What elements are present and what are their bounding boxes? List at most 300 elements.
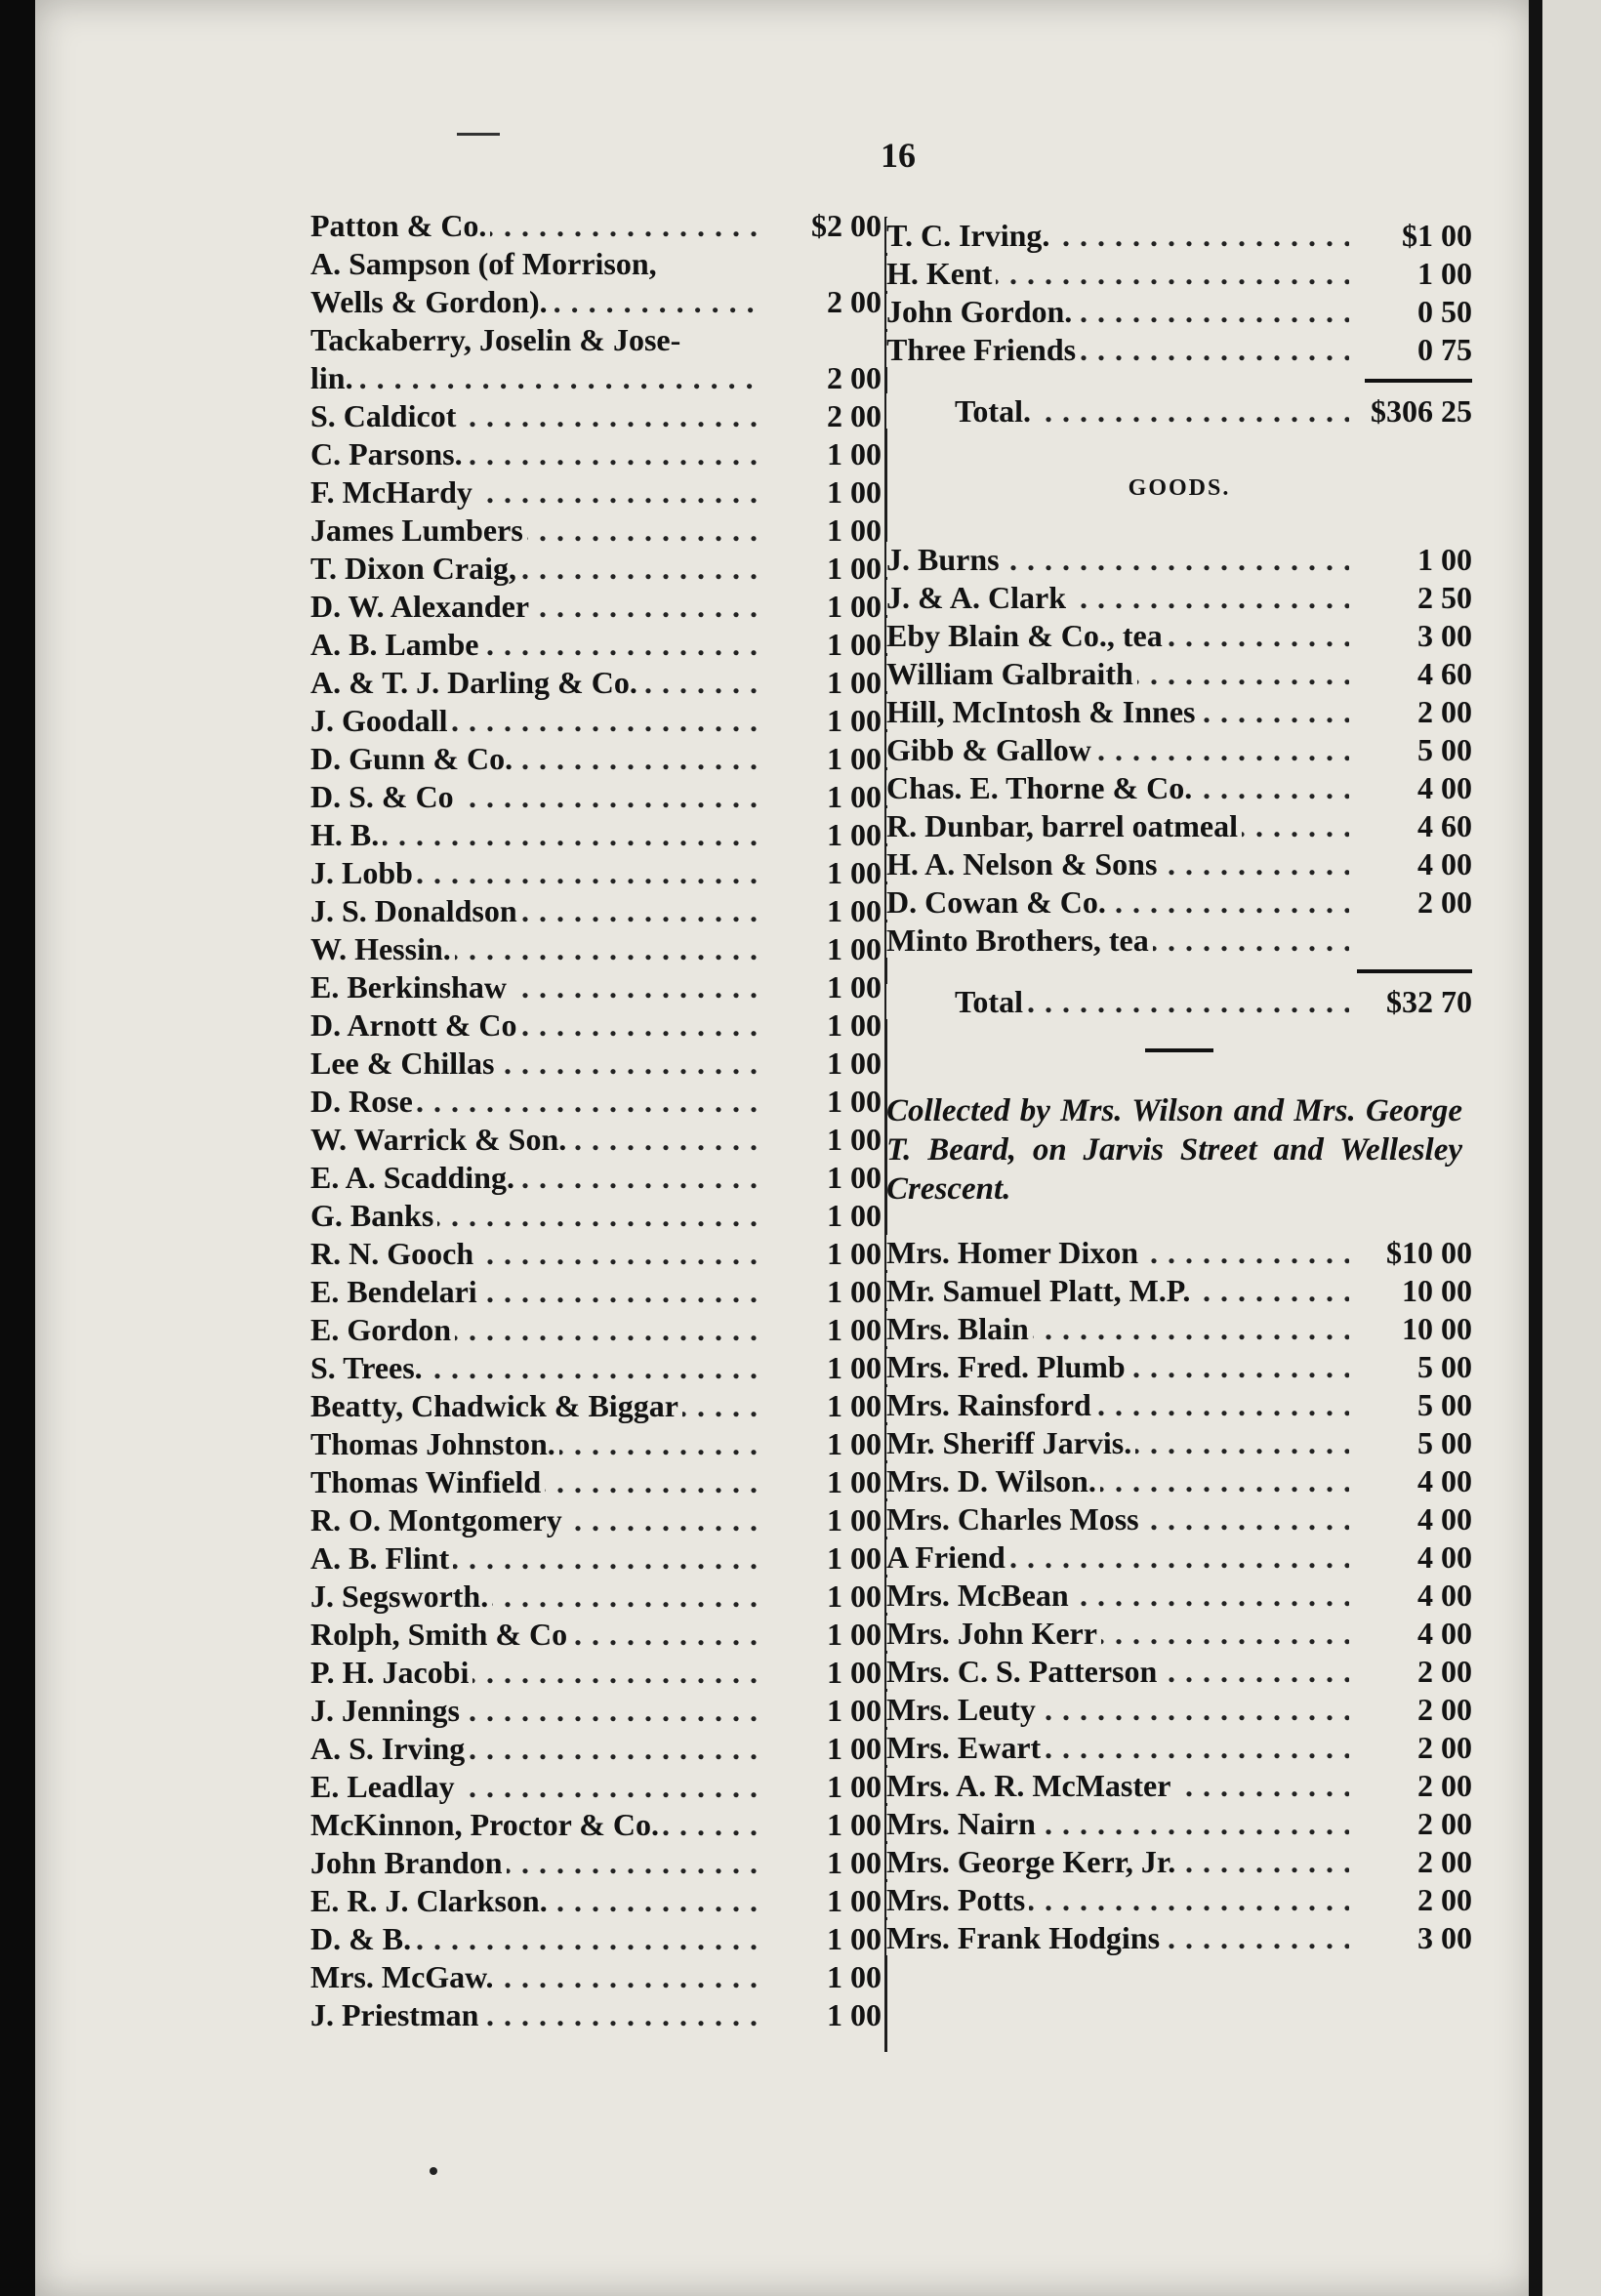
list-item	[886, 217, 1472, 255]
list-item	[310, 207, 882, 245]
entry-name-text: Mrs. McBean	[886, 1578, 1073, 1613]
entry-name-text: E. Leadlay	[310, 1769, 459, 1804]
entry-name	[310, 1806, 759, 1844]
goods-heading: GOODS.	[1128, 475, 1231, 501]
entry-name-text: Gibb & Gallow	[886, 732, 1095, 767]
entry-name-text: A. B. Flint	[310, 1540, 453, 1576]
list-item	[886, 1615, 1472, 1653]
entry-amount: 1 00	[827, 589, 882, 624]
entry-name	[310, 1920, 759, 1958]
entry-amount: 4 60	[1417, 656, 1472, 691]
entry-name-text: Mrs. McGaw.	[310, 1959, 498, 1994]
entry-amount: 5 00	[1417, 1349, 1472, 1384]
list-item	[310, 740, 882, 778]
entry-amount: 1 00	[827, 1046, 882, 1081]
entry-name-text: J. Goodall	[310, 703, 451, 738]
entry-name-text: A. B. Lambe	[310, 627, 482, 662]
entry-name	[310, 1730, 759, 1768]
list-item	[310, 1539, 882, 1578]
subscriber-list	[886, 217, 1472, 369]
entry-name	[886, 693, 1349, 731]
entry-name	[310, 930, 759, 968]
entry-name	[310, 1616, 759, 1654]
entry-name-text: Hill, McIntosh & Innes	[886, 694, 1199, 729]
book-spine	[1529, 0, 1542, 2296]
list-item	[310, 854, 882, 892]
entry-name-text: J. Segsworth.	[310, 1578, 492, 1614]
entry-name	[310, 1045, 759, 1083]
entry-amount: 1 00	[827, 1769, 882, 1804]
entry-amount: 1 00	[827, 1731, 882, 1766]
entry-name	[886, 1234, 1349, 1272]
total-rule	[1365, 379, 1472, 383]
entry-name	[886, 769, 1349, 807]
list-item	[886, 922, 1472, 960]
entry-name	[310, 1882, 759, 1920]
entry-name-text: William Galbraith	[886, 656, 1137, 691]
list-item	[886, 1577, 1472, 1615]
entry-name-text: Thomas Johnston.	[310, 1426, 559, 1461]
entry-amount: 1 00	[827, 474, 882, 510]
entry-amount: 1 00	[827, 1997, 882, 2032]
entry-amount: 1 00	[827, 817, 882, 852]
entry-amount: 1 00	[827, 703, 882, 738]
entry-amount: 2 00	[1417, 1654, 1472, 1689]
entry-name	[310, 1844, 759, 1882]
list-item	[886, 1424, 1472, 1462]
entry-name	[886, 1729, 1349, 1767]
entry-amount: 1 00	[827, 1007, 882, 1043]
entry-name-text: E. R. J. Clarkson.	[310, 1883, 552, 1918]
list-item	[886, 655, 1472, 693]
entry-name-text: Mrs. Nairn	[886, 1806, 1040, 1841]
entry-name	[310, 207, 759, 245]
entry-name	[310, 664, 759, 702]
entry-name	[310, 1159, 759, 1197]
entry-name-text: McKinnon, Proctor & Co.	[310, 1807, 663, 1842]
entry-amount: 4 00	[1417, 1463, 1472, 1498]
entry-name	[310, 1083, 759, 1121]
entry-name-text: J. S. Donaldson	[310, 893, 521, 928]
entry-name-text: H. B.	[310, 817, 383, 852]
ink-speck	[430, 2167, 437, 2175]
entry-amount: 5 00	[1417, 1425, 1472, 1460]
entry-name	[310, 778, 759, 816]
entry-name-text: John Gordon.	[886, 294, 1076, 329]
list-item	[886, 541, 1472, 579]
list-item	[886, 617, 1472, 655]
entry-amount: $10 00	[1386, 1235, 1472, 1270]
entry-name	[310, 1654, 759, 1692]
entry-amount: $2 00	[811, 208, 882, 243]
entry-name-text: Mrs. George Kerr, Jr.	[886, 1844, 1179, 1879]
list-item	[310, 1501, 882, 1539]
entry-name-text: R. O. Montgomery	[310, 1502, 566, 1538]
entry-name	[886, 1538, 1349, 1577]
entry-amount: 0 50	[1417, 294, 1472, 329]
list-item	[886, 1729, 1472, 1767]
entry-amount: 5 00	[1417, 1387, 1472, 1422]
entry-name	[310, 626, 759, 664]
entry-name	[310, 1121, 759, 1159]
list-item	[310, 778, 882, 816]
list-item	[886, 693, 1472, 731]
entry-name	[886, 922, 1349, 960]
entry-name-text: Three Friends	[886, 332, 1080, 367]
list-item	[310, 588, 882, 626]
entry-name	[886, 655, 1349, 693]
list-item	[310, 1920, 882, 1958]
entry-name-text: Chas. E. Thorne & Co.	[886, 770, 1196, 805]
entry-name	[310, 1311, 759, 1349]
list-item	[886, 1843, 1472, 1881]
entry-amount: 1 00	[827, 436, 882, 472]
entry-name	[310, 1273, 759, 1311]
goods-list	[886, 541, 1472, 960]
entry-amount: 4 60	[1417, 808, 1472, 843]
entry-name	[886, 579, 1349, 617]
entry-name	[310, 1692, 759, 1730]
entry-amount: 10 00	[1402, 1273, 1472, 1308]
entry-name	[886, 617, 1349, 655]
entry-name	[310, 1578, 759, 1616]
entry-name-text: Mrs. Frank Hodgins	[886, 1920, 1164, 1955]
header-dash	[457, 133, 500, 136]
entry-amount: 1 00	[827, 1464, 882, 1499]
entry-name	[310, 1768, 759, 1806]
entry-name-text: A. S. Irving	[310, 1731, 469, 1766]
entry-name	[310, 1425, 759, 1463]
list-item	[886, 883, 1472, 922]
list-item	[886, 1767, 1472, 1805]
goods-total-amount: $32 70	[1386, 984, 1472, 1019]
list-item	[310, 1311, 882, 1349]
entry-name-text: Minto Brothers, tea	[886, 922, 1153, 958]
goods-total-row	[886, 983, 1472, 1021]
entry-name	[886, 541, 1349, 579]
list-item	[310, 1387, 882, 1425]
list-item	[310, 1768, 882, 1806]
list-item	[310, 550, 882, 588]
entry-amount: 1 00	[827, 1084, 882, 1119]
entry-amount: 1 00	[827, 1845, 882, 1880]
list-item	[886, 1272, 1472, 1310]
entry-name-text: Mrs. Ewart	[886, 1730, 1045, 1765]
entry-amount: 1 00	[1417, 542, 1472, 577]
list-item	[310, 1844, 882, 1882]
list-item	[310, 1235, 882, 1273]
entry-name	[886, 293, 1349, 331]
total-amount: $306 25	[1371, 393, 1472, 429]
entry-name-text: Lee & Chillas	[310, 1046, 498, 1081]
entry-name	[310, 1958, 759, 1996]
list-item	[886, 1348, 1472, 1386]
entry-amount: 1 00	[827, 1921, 882, 1956]
entry-name	[886, 731, 1349, 769]
entry-name-text: S. Trees.	[310, 1350, 427, 1385]
entry-amount: 10 00	[1402, 1311, 1472, 1346]
entry-name-text: H. Kent	[886, 256, 996, 291]
entry-amount: 1 00	[827, 1122, 882, 1157]
entry-name	[886, 1843, 1349, 1881]
entry-name	[886, 1767, 1349, 1805]
entry-name	[310, 1996, 759, 2034]
entry-amount: 4 00	[1417, 770, 1472, 805]
entry-amount: 2 00	[1417, 1692, 1472, 1727]
entry-name	[310, 1387, 759, 1425]
entry-name-text: Mr. Sheriff Jarvis.	[886, 1425, 1135, 1460]
entry-name	[310, 1197, 759, 1235]
entry-name-text: D. Cowan & Co.	[886, 884, 1110, 920]
list-item	[310, 1006, 882, 1045]
entry-name-text: J. Priestman	[310, 1997, 482, 2032]
entry-amount: $1 00	[1402, 218, 1472, 253]
list-item	[886, 1310, 1472, 1348]
entry-name	[310, 550, 759, 588]
entry-name-text: Mrs. Potts	[886, 1882, 1029, 1917]
entry-name-text: Mrs. Leuty	[886, 1692, 1040, 1727]
list-item	[310, 1882, 882, 1920]
left-column	[310, 207, 882, 2034]
entry-name	[886, 883, 1349, 922]
entry-name-text: Mrs. A. R. McMaster	[886, 1768, 1174, 1803]
entry-name	[310, 1463, 759, 1501]
entry-name	[886, 1272, 1349, 1310]
list-item	[310, 626, 882, 664]
entry-name	[886, 1462, 1349, 1500]
entry-amount: 1 00	[1417, 256, 1472, 291]
entry-name	[310, 816, 759, 854]
entry-name-text: E. Bendelari	[310, 1274, 481, 1309]
list-item	[886, 769, 1472, 807]
list-item	[310, 1654, 882, 1692]
entry-amount: 2 00	[1417, 1806, 1472, 1841]
entry-amount: 2 00	[1417, 694, 1472, 729]
entry-amount: 5 00	[1417, 732, 1472, 767]
entry-amount: 1 00	[827, 627, 882, 662]
entry-name-text: Beatty, Chadwick & Biggar	[310, 1388, 682, 1423]
list-item	[886, 255, 1472, 293]
list-item	[886, 331, 1472, 369]
entry-name-line1: Tackaberry, Joselin & Jose-	[310, 322, 681, 357]
entry-name	[310, 1349, 759, 1387]
entry-name	[886, 1577, 1349, 1615]
entry-amount: 1 00	[827, 1350, 882, 1385]
list-item	[886, 293, 1472, 331]
list-item	[310, 1197, 882, 1235]
entry-name	[886, 1805, 1349, 1843]
entry-name	[886, 217, 1349, 255]
list-item	[310, 702, 882, 740]
entry-amount: 1 00	[827, 1578, 882, 1614]
entry-amount: 1 00	[827, 1160, 882, 1195]
entry-name-text: P. H. Jacobi	[310, 1655, 472, 1690]
entry-name-text: E. Gordon	[310, 1312, 455, 1347]
right-column	[886, 217, 1472, 1957]
entry-name	[310, 435, 759, 473]
entry-name	[310, 512, 759, 550]
entry-name-text: R. N. Gooch	[310, 1236, 477, 1271]
entry-amount: 1 00	[827, 893, 882, 928]
entry-amount: 4 00	[1417, 846, 1472, 882]
entry-name	[886, 1386, 1349, 1424]
entry-amount: 1 00	[827, 1274, 882, 1309]
entry-amount: 1 00	[827, 1540, 882, 1576]
list-item	[310, 1730, 882, 1768]
entry-name-line1: A. Sampson (of Morrison,	[310, 246, 657, 281]
list-item	[310, 1159, 882, 1197]
entry-name	[886, 1919, 1349, 1957]
entry-name-text: James Lumbers	[310, 512, 527, 548]
entry-name	[310, 1539, 759, 1578]
entry-name	[310, 397, 759, 435]
entry-amount: 1 00	[827, 1883, 882, 1918]
entry-name-text: S. Caldicot	[310, 398, 460, 433]
entry-name-text: Eby Blain & Co., tea	[886, 618, 1167, 653]
entry-amount: 3 00	[1417, 1920, 1472, 1955]
list-item	[886, 1653, 1472, 1691]
entry-name	[310, 321, 759, 397]
entry-name	[310, 588, 759, 626]
list-item	[310, 1425, 882, 1463]
list-item	[886, 1691, 1472, 1729]
entry-name-text: D. Rose	[310, 1084, 417, 1119]
list-item	[310, 968, 882, 1006]
list-item	[886, 1881, 1472, 1919]
entry-amount: 1 00	[827, 1502, 882, 1538]
entry-name-text: A Friend	[886, 1539, 1009, 1575]
entry-amount: 2 00	[827, 398, 882, 433]
entry-name	[886, 255, 1349, 293]
list-item	[310, 1958, 882, 1996]
entry-name-text: Mrs. Homer Dixon	[886, 1235, 1142, 1270]
list-item	[310, 1692, 882, 1730]
list-item	[886, 731, 1472, 769]
page-number: 16	[881, 136, 916, 175]
list-item	[310, 892, 882, 930]
entry-name	[886, 1691, 1349, 1729]
entry-amount: 1 00	[827, 1236, 882, 1271]
entry-amount: 1 00	[827, 1959, 882, 1994]
list-item	[310, 1121, 882, 1159]
adjacent-page-edge	[1542, 0, 1601, 2296]
entry-amount: 4 00	[1417, 1578, 1472, 1613]
list-item	[310, 1083, 882, 1121]
list-item	[886, 1538, 1472, 1577]
entry-amount: 1 00	[827, 1807, 882, 1842]
entry-name	[310, 1006, 759, 1045]
entry-amount: 1 00	[827, 1388, 882, 1423]
list-item	[310, 435, 882, 473]
entry-amount: 1 00	[827, 779, 882, 814]
entry-name	[886, 1881, 1349, 1919]
list-item	[310, 930, 882, 968]
entry-name	[310, 473, 759, 512]
list-item	[310, 473, 882, 512]
entry-amount: 1 00	[827, 1198, 882, 1233]
list-item	[886, 1234, 1472, 1272]
entry-amount: 1 00	[827, 1655, 882, 1690]
entry-name-text: Mrs. Charles Moss	[886, 1501, 1143, 1537]
entry-name-text: T. C. Irving.	[886, 218, 1053, 253]
entry-name-text: John Brandon	[310, 1845, 507, 1880]
list-item	[886, 845, 1472, 883]
entry-name-text: G. Banks	[310, 1198, 437, 1233]
list-item	[310, 1578, 882, 1616]
entry-amount: 1 00	[827, 1312, 882, 1347]
entry-amount: 1 00	[827, 855, 882, 890]
entry-name	[886, 1500, 1349, 1538]
entry-name-text: Mrs. Rainsford	[886, 1387, 1095, 1422]
entry-amount: 4 00	[1417, 1539, 1472, 1575]
entry-name-text: W. Hessin.	[310, 931, 455, 966]
list-item	[310, 1273, 882, 1311]
list-item	[886, 1500, 1472, 1538]
list-item	[886, 807, 1472, 845]
entry-amount: 1 00	[827, 665, 882, 700]
entry-name	[310, 245, 759, 321]
list-item	[310, 1996, 882, 2034]
list-item	[310, 397, 882, 435]
entry-name	[310, 702, 759, 740]
entry-amount: 2 00	[1417, 1768, 1472, 1803]
list-item	[886, 1462, 1472, 1500]
list-item	[310, 664, 882, 702]
entry-amount: 1 00	[827, 551, 882, 586]
entry-name-text: D. Arnott & Co	[310, 1007, 521, 1043]
list-item	[886, 1386, 1472, 1424]
entry-name-text: D. Gunn & Co.	[310, 741, 516, 776]
entry-name-line2: Wells & Gordon). . . .	[310, 283, 759, 321]
entry-amount: 2 00	[1417, 1882, 1472, 1917]
collected-note: Collected by Mrs. Wilson and Mrs. George T. Beard, on Jarvis Street and Wellesley Crescent.	[886, 1093, 1462, 1207]
list-item	[310, 1463, 882, 1501]
entry-name-text: D. S. & Co	[310, 779, 458, 814]
entry-amount: 4 00	[1417, 1501, 1472, 1537]
entry-name-text: Thomas Winfield	[310, 1464, 545, 1499]
section-separator	[1145, 1048, 1213, 1052]
entry-name-text: Mrs. John Kerr	[886, 1616, 1101, 1651]
entry-name	[310, 740, 759, 778]
entry-name	[310, 968, 759, 1006]
entry-name-text: W. Warrick & Son.	[310, 1122, 570, 1157]
entry-name-text: Mrs. D. Wilson.	[886, 1463, 1100, 1498]
entry-name-text: J. Burns	[886, 542, 1004, 577]
entry-name-text: E. Berkinshaw	[310, 969, 511, 1004]
list-item	[310, 1349, 882, 1387]
entry-name	[886, 1310, 1349, 1348]
entry-name-text: Mr. Samuel Platt, M.P.	[886, 1273, 1194, 1308]
entry-name	[886, 1424, 1349, 1462]
entry-amount: 1 00	[827, 1617, 882, 1652]
list-item	[886, 1919, 1472, 1957]
entry-amount: 1 00	[827, 969, 882, 1004]
entry-amount: 2 00	[1417, 884, 1472, 920]
entry-name	[886, 845, 1349, 883]
list-item	[310, 1806, 882, 1844]
entry-amount: 1 00	[827, 1426, 882, 1461]
entry-name-text: J. & A. Clark	[886, 580, 1070, 615]
entry-name	[886, 1348, 1349, 1386]
list-item	[310, 321, 882, 397]
total-row	[886, 392, 1472, 430]
entry-name-text: Patton & Co.	[310, 208, 490, 243]
goods-total-label: Total	[886, 984, 1027, 1019]
list-item	[310, 816, 882, 854]
list-item	[310, 1045, 882, 1083]
entry-amount: 1 00	[827, 741, 882, 776]
list-item	[310, 1616, 882, 1654]
